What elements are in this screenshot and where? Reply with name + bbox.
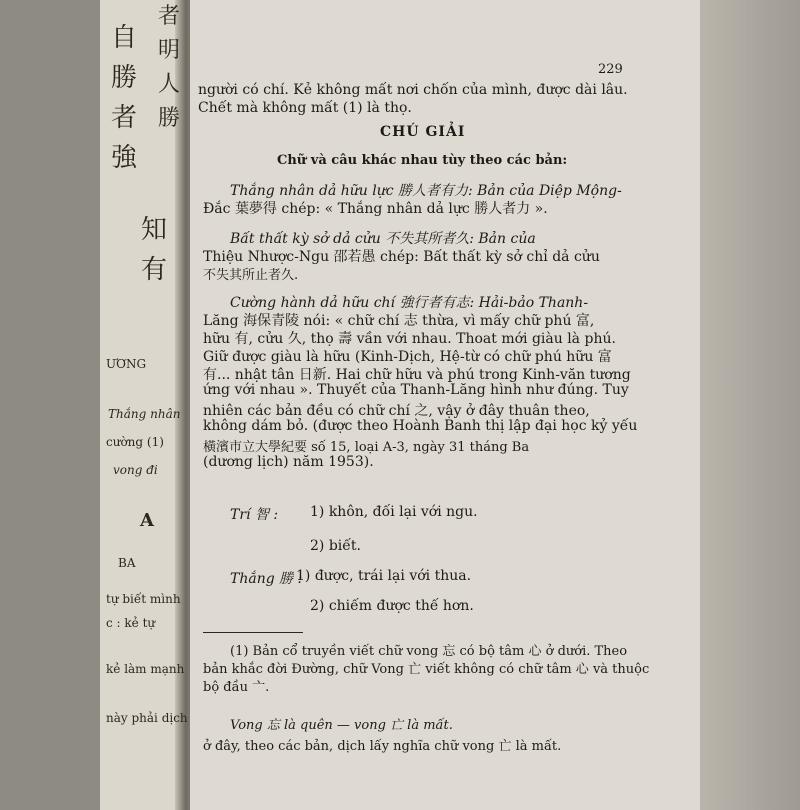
left-fragment: vong đi xyxy=(113,463,158,477)
left-fragment: cường (1) xyxy=(106,435,164,449)
definition-meaning: 1) được, trái lại với thua. xyxy=(296,568,472,584)
text-line: Chết mà không mất (1) là thọ. xyxy=(198,100,412,116)
body-line: nhiên các bản đều có chữ chí 之, vậy ở đây thuân theo, xyxy=(203,403,590,419)
footnote-line: Vong 忘 là quên — vong 亡 là mất. xyxy=(230,718,453,733)
background-edge xyxy=(700,0,800,810)
left-cjk-column-2: 知 有 xyxy=(140,215,167,285)
left-cjk-column-3: 者 明 人 勝 xyxy=(157,4,180,131)
left-fragment: c : kẻ tự xyxy=(106,616,156,630)
body-line: Giữ được giàu là hữu (Kinh-Dịch, Hệ-từ có chữ phú hữu 富 xyxy=(203,349,612,365)
body-line: 橫濱市立大學紀要 số 15, loại A-3, ngày 31 tháng Ba xyxy=(203,440,530,455)
section-subheading: Chữ và câu khác nhau tùy theo các bản: xyxy=(277,153,568,168)
body-line: Đắc 葉夢得 chép: « Thắng nhân dả lực 勝人者力 ». xyxy=(203,201,548,217)
left-fragment: ƯƠNG xyxy=(106,357,147,371)
left-fragment: này phải dịch xyxy=(106,711,188,725)
definition-meaning: 2) biết. xyxy=(310,538,361,554)
footnote-line: bộ đầu 亠. xyxy=(203,680,270,695)
body-line: hữu 有, cửu 久, thọ 壽 vần với nhau. Thoat mới giàu là phú. xyxy=(203,331,616,347)
footnote-line: ở đây, theo các bản, dịch lấy nghĩa chữ vong 亡 là mất. xyxy=(203,739,562,754)
definition-meaning: 2) chiếm được thế hơn. xyxy=(310,598,474,614)
body-line: Lăng 海保青陵 nói: « chữ chí 志 thừa, vì mấy chữ phú 富, xyxy=(203,313,595,329)
definition-term: Trí 智 : xyxy=(230,507,279,523)
footnote-line: (1) Bản cổ truyền viết chữ vong 忘 có bộ tâm 心 ở dưới. Theo xyxy=(230,644,628,659)
left-fragment: A xyxy=(140,510,154,531)
text-line: người có chí. Kẻ không mất nơi chốn của mình, được dài lâu. xyxy=(198,82,628,98)
section-heading: CHÚ GIẢI xyxy=(380,124,466,140)
body-line: Thắng nhân dả hữu lực 勝人者有力: Bản của Diệp Mộng- xyxy=(230,183,622,199)
left-fragment: kẻ làm mạnh xyxy=(106,662,185,676)
body-line: Bất thất kỳ sở dả cửu 不失其所者久: Bản của xyxy=(230,231,536,247)
footnote-line: bản khắc đời Đường, chữ Vong 亡 viết không có chữ tâm 心 và thuộc xyxy=(203,662,650,677)
body-line: 有... nhật tân 日新. Hai chữ hữu và phú trong Kinh-văn tương xyxy=(203,367,631,383)
left-cjk-column-1: 自 勝 者 強 xyxy=(110,23,137,173)
definition-meaning: 1) khôn, đối lại với ngu. xyxy=(310,504,478,520)
footnote-rule xyxy=(203,632,303,633)
body-line: không dám bỏ. (được theo Hoành Banh thị lập đại học kỷ yếu xyxy=(203,418,638,434)
page-number: 229 xyxy=(598,62,623,77)
body-line: (dương lịch) năm 1953). xyxy=(203,454,374,470)
body-line: Cường hành dả hữu chí 強行者有志: Hải-bảo Thanh- xyxy=(230,295,589,311)
left-fragment: Thắng nhân xyxy=(108,407,181,421)
left-fragment: BA xyxy=(118,556,136,570)
body-line: 不失其所止者久. xyxy=(203,268,299,283)
left-fragment: tự biết mình xyxy=(106,592,181,606)
body-line: Thiệu Nhược-Ngu 邵若愚 chép: Bất thất kỳ sở chỉ dả cửu xyxy=(203,249,600,265)
body-line: ứng với nhau ». Thuyết của Thanh-Lăng hình như đúng. Tuy xyxy=(203,382,629,398)
definition-term: Thắng 勝 : xyxy=(230,571,303,587)
